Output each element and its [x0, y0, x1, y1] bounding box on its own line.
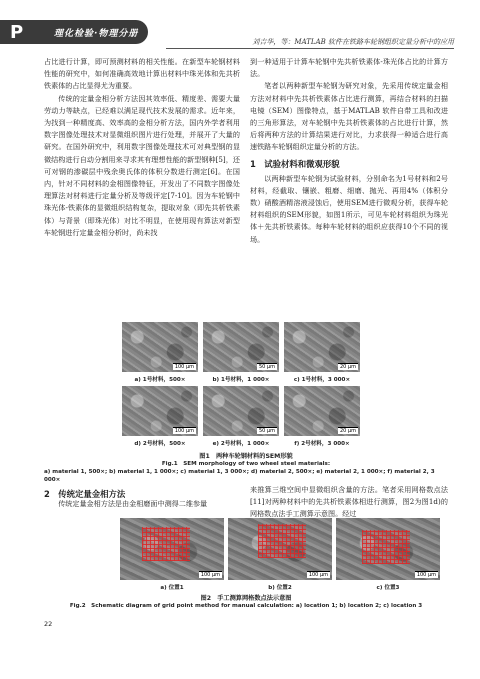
left-column	[44, 56, 240, 239]
subfigure-label: a) 1号材料，500×	[134, 377, 186, 383]
subfigure-label: b) 1号材料，1 000×	[212, 377, 270, 383]
running-head: 刘吉华，等：MATLAB 软件在铁路车轮钢组织定量分析中的应用	[252, 38, 454, 46]
paragraph: 来推算三维空间中显微组织含量的方法。笔者采用网格数点法[11]对两种材料中的先共析铁素体相进行测算，图2为图1d)的网格数点法手工测算示意图。经过	[250, 485, 448, 519]
figure-caption-en-detail: a) material 1, 500×; b) material 1, 1 000×; c) material 1, 3 000×; d) material 2, 500×; e) material 2, 1 000×; f) material 2, 3 000×	[44, 469, 435, 483]
micrograph-image	[122, 322, 198, 372]
paragraph: 到一种适用于计算车轮钢中先共析铁素体-珠光体占比的计算方法。	[250, 57, 448, 79]
journal-name: 理化检验·物理分册	[54, 29, 139, 39]
grid-point-image	[336, 518, 440, 580]
scale-bar: 100 μm	[416, 572, 436, 578]
journal-logo: P	[10, 22, 24, 43]
grid-overlay	[258, 524, 306, 558]
header-rule	[166, 48, 454, 49]
grid-overlay	[362, 530, 410, 564]
scale-bar: 100 μm	[308, 572, 328, 578]
scale-bar: 100 μm	[174, 428, 194, 434]
subfigure-label: a) 位置1	[160, 585, 184, 591]
scale-bar: 20 μm	[339, 364, 356, 370]
paragraph: 占比进行计算，即可预测材料的相关性能。在新型车轮钢材料性能的研究中，如何准确高效地计算出材料中珠光体和先共析铁素体的占比显得尤为重要。	[44, 57, 240, 91]
micrograph-image	[203, 386, 279, 436]
subfigure-label: f) 2号材料，3 000×	[294, 441, 350, 447]
figure-caption-cn: 图1 两种车轮钢材料的SEM形貌	[199, 453, 293, 460]
scale-bar: 50 μm	[258, 364, 275, 370]
paragraph: 传统的定量金相分析方法因其效率低、精度差、需要大量劳动力等缺点，已经难以满足现代技术发展的需求。近年来，为找到一种精度高、效率高的金相分析方法，国内外学者利用数字图像处理技术对显微组织图片进行处理，并展开了大量的研究。在国外研究中，利用数字图像处理技术可对典型钢的显微结构进行自动分割用来寻求其有理想性能的新型钢种[5]，还可对钢的渗碳层中残余奥氏体的体积分数进行测定[6]。在国内，针对不同材料的金相图像特征，开发出了不同数字图像处理算法对材料进行定量分析及等级评定[7-10]。因为车轮钢中珠光体-铁素体的显微组织结构复杂，提取对象（即先共析铁素体）与背景（即珠光体）对比不明显，在使用现有算法对新型车轮钢进行定量金相分析时，尚未找	[44, 93, 240, 237]
journal-banner	[0, 20, 148, 44]
grid-point-image	[228, 518, 332, 580]
right-column	[250, 56, 448, 246]
scale-bar: 20 μm	[339, 428, 356, 434]
paragraph: 传统定量金相方法是由金相磨面中测得二维参量	[58, 499, 208, 508]
subfigure-label: b) 位置2	[268, 585, 292, 591]
figure-caption-en: Fig.1 SEM morphology of two wheel steel materials:	[161, 461, 331, 467]
grid-overlay	[142, 527, 190, 561]
figure-caption-en: Fig.2 Schematic diagram of grid point method for manual calculation: a) location 1; b) location 2; c) location 3	[69, 603, 423, 609]
scale-bar: 50 μm	[258, 428, 275, 434]
micrograph-image	[284, 322, 360, 372]
scale-bar: 100 μm	[200, 572, 220, 578]
subfigure-label: d) 2号材料，500×	[134, 441, 186, 447]
page-number: 22	[44, 620, 53, 628]
subfigure-label: e) 2号材料，1 000×	[212, 441, 270, 447]
scale-bar: 100 μm	[174, 364, 194, 370]
figure-caption-cn: 图2 手工测算网格数点法示意图	[200, 595, 292, 602]
subfigure-label: c) 位置3	[376, 585, 400, 591]
paragraph: 笔者以两种新型车轮钢为研究对象，先采用传统定量金相方法对材料中先共析铁素体占比进行测算，再结合材料的扫描电镜（SEM）图像特点，基于MATLAB 软件自带工具和改进的三角形算法，对车轮钢中先共析铁素体的占比进行计算，然后将两种方法的计算结果进行对比，力求获得一种适合进行高速铁路车轮钢组织定量分析的方法。	[250, 81, 448, 152]
section-2-heading: 2 传统定量金相方法	[44, 489, 126, 499]
micrograph-image	[122, 386, 198, 436]
micrograph-image	[203, 322, 279, 372]
micrograph-image	[284, 386, 360, 436]
subfigure-label: c) 1号材料，3 000×	[293, 377, 351, 383]
section-1-heading: 1 试验材料和微观形貌	[250, 158, 340, 169]
paragraph: 以两种新型车轮钢为试验材料，分别命名为1号材料和2号材料，经截取、镶嵌、粗磨、细磨、抛光、再用4%（体积分数）硝酸酒精溶液浸蚀后，使用SEM进行微观分析，获得车轮材料组织的SEM形貌，如图1所示，可见车轮材料组织为珠光体＋先共析铁素体。每种车轮材料的组织应获得10个不同的视场。	[250, 173, 448, 244]
grid-point-image	[120, 518, 224, 580]
